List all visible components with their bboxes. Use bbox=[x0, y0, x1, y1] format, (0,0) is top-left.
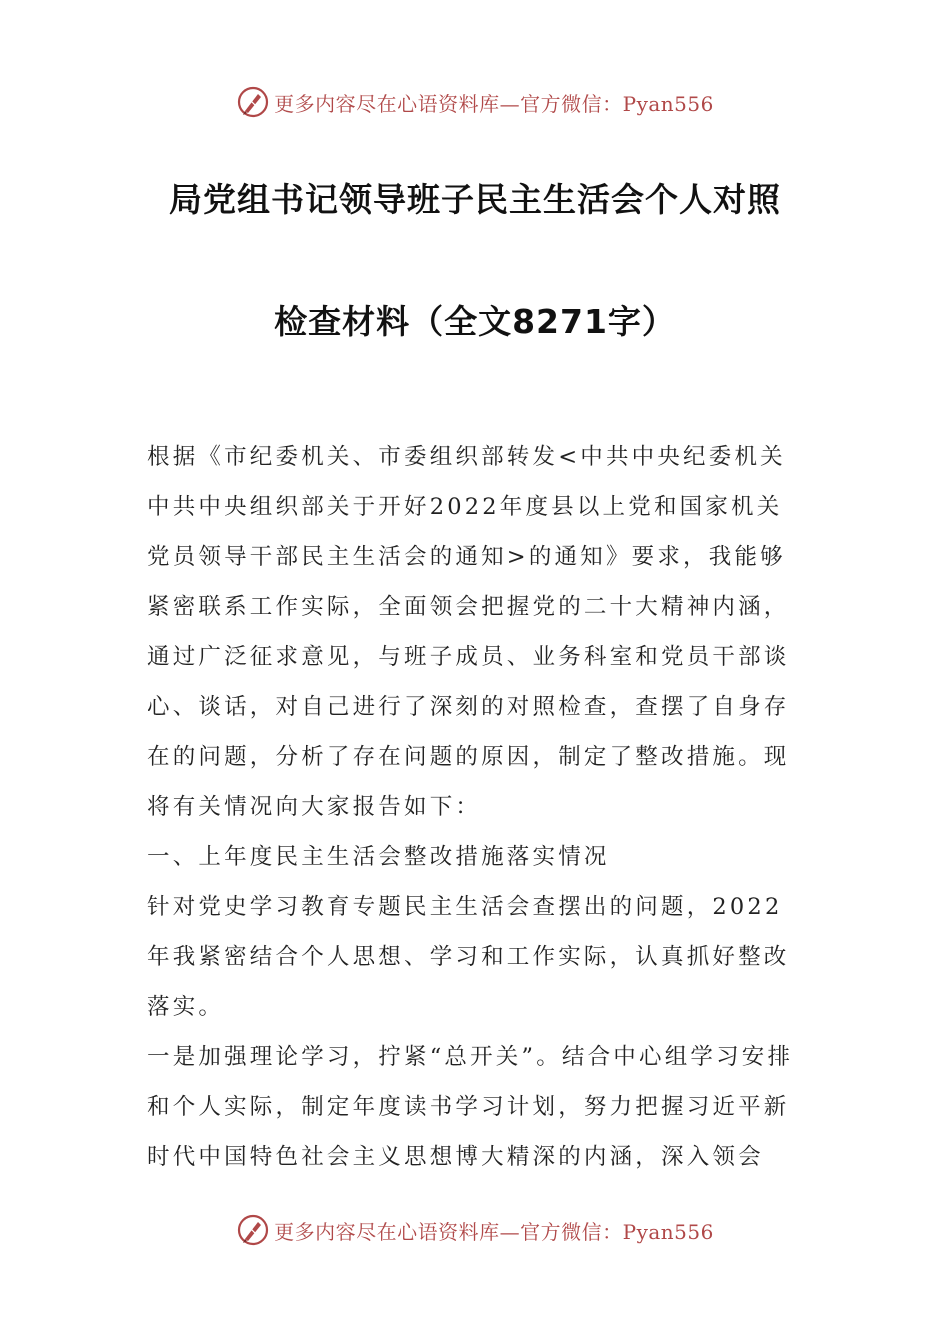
document-body bbox=[147, 432, 807, 1182]
watermark-text: 更多内容尽在心语资料库—官方微信：Pyan556 bbox=[274, 91, 714, 116]
paragraph-point-1: 一是加强理论学习，拧紧“总开关”。结合中心组学习安排和个人实际，制定年度读书学习计划，努力把握习近平新时代中国特色社会主义思想博大精深的内涵，深入领会 bbox=[147, 1044, 794, 1170]
document-title-line-2: 检查材料（全文8271字） bbox=[274, 302, 676, 341]
watermark-text: 更多内容尽在心语资料库—官方微信：Pyan556 bbox=[274, 1219, 714, 1244]
document-title-line-1: 局党组书记领导班子民主生活会个人对照 bbox=[169, 180, 781, 219]
watermark-banner-bottom bbox=[0, 1210, 950, 1250]
watermark-banner-top bbox=[0, 82, 950, 122]
pen-logo-icon bbox=[236, 1213, 270, 1247]
section-heading-1: 一、上年度民主生活会整改措施落实情况 bbox=[147, 844, 610, 870]
paragraph-rectification: 针对党史学习教育专题民主生活会查摆出的问题，2022年我紧密结合个人思想、学习和工作实际，认真抓好整改落实。 bbox=[147, 894, 790, 1020]
pen-logo-icon bbox=[236, 85, 270, 119]
paragraph-intro: 根据《市纪委机关、市委组织部转发<中共中央纪委机关中共中央组织部关于开好2022年度县以上党和国家机关党员领导干部民主生活会的通知>的通知》要求，我能够紧密联系工作实际，全面领会把握党的二十大精神内涵，通过广泛征求意见，与班子成员、业务科室和党员干部谈心、谈话，对自己进行了深刻的对照检查，查摆了自身存在的问题，分析了存在问题的原因，制定了整改措施。现将有关情况向大家报告如下： bbox=[147, 444, 790, 820]
